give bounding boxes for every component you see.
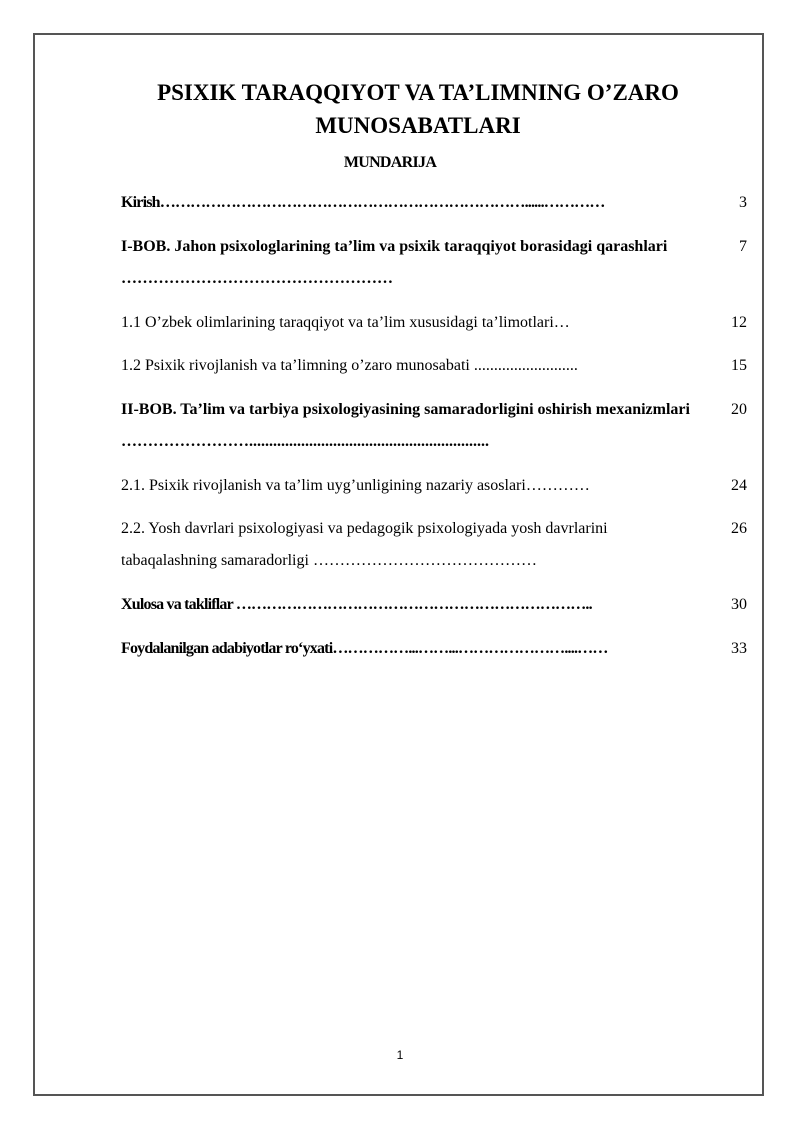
toc-entry-chapter-1: I-BOB. Jahon psixologlarining ta’lim va psixik taraqqiyot borasidagi qarashlari …………………………………………… — [121, 238, 668, 287]
title-line-1: PSIXIK TARAQQIYOT VA TA’LIMNING O’ZARO — [157, 80, 679, 105]
toc-entry-section-1-1: 1.1 O’zbek olimlarining taraqqiyot va ta’lim xususidagi ta’limotlari… — [121, 314, 570, 331]
toc-page-number: 3 — [739, 194, 747, 211]
toc-entry-section-2-2: 2.2. Yosh davrlari psixologiyasi va pedagogik psixologiyada yosh davrlarini tabaqalashning samaradorligi …………………………………… — [121, 520, 608, 569]
toc-page-number: 15 — [731, 357, 747, 374]
toc-entry-chapter-2: II-BOB. Ta’lim va tarbiya psixologiyasining samaradorligini oshirish mexanizmlari ……………………............................................................ — [121, 401, 690, 450]
toc-entry-section-2-1: 2.1. Psixik rivojlanish va ta’lim uyg’unligining nazariy asoslari………… — [121, 477, 590, 494]
toc-page-number: 12 — [731, 314, 747, 331]
toc-entry-section-1-2: 1.2 Psixik rivojlanish va ta’limning o’zaro munosabati .......................... — [121, 357, 578, 374]
toc-page-number: 24 — [731, 477, 747, 494]
title-line-2: MUNOSABATLARI — [315, 113, 521, 138]
toc-entry-kirish: Kirish………………………………………………………………......………… — [121, 194, 605, 211]
toc-entry-conclusion: Xulosa va takliflar …………………………………………………………….. — [121, 596, 592, 613]
toc-page-number: 20 — [731, 401, 747, 418]
toc-page-number: 33 — [731, 640, 747, 657]
toc-page-number: 7 — [739, 238, 747, 255]
document-title — [60, 76, 776, 142]
toc-page-number: 30 — [731, 596, 747, 613]
toc-page-number: 26 — [731, 520, 747, 537]
page-number: 1 — [396, 1048, 404, 1062]
toc-heading: MUNDARIJA — [343, 154, 437, 171]
toc-entry-bibliography: Foydalanilgan adabiyotlar ro‘yxati……………...……...…………………....…… — [121, 640, 608, 657]
